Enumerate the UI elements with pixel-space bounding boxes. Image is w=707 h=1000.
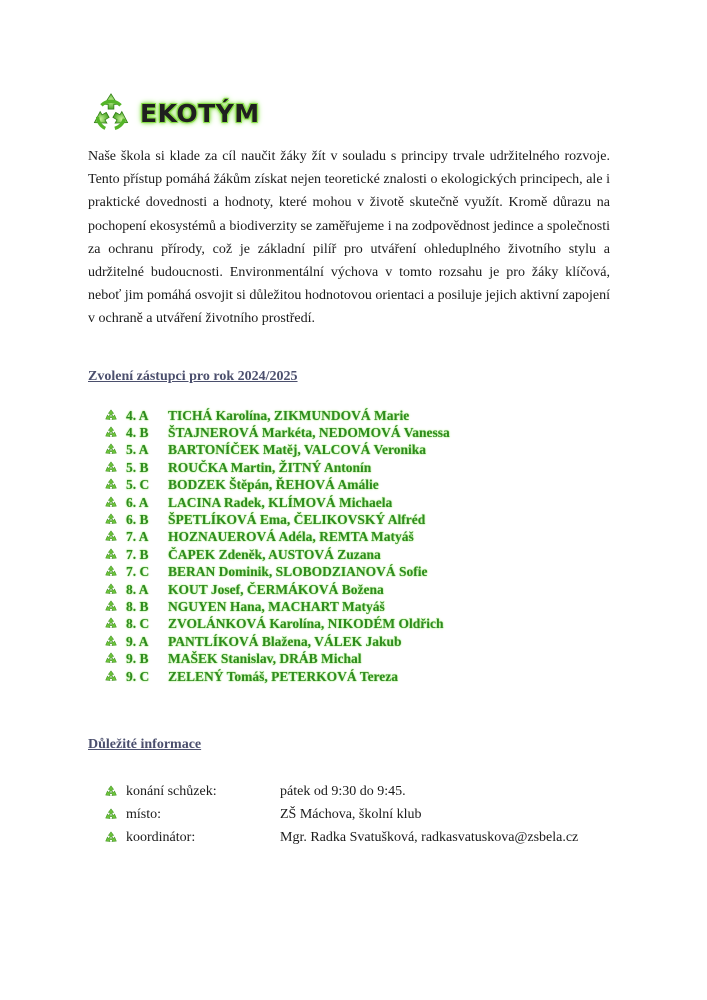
- recycle-bullet-icon: [104, 496, 118, 510]
- student-names: ŠTAJNEROVÁ Markéta, NEDOMOVÁ Vanessa: [168, 425, 450, 441]
- representative-item: [104, 511, 450, 528]
- intro-paragraph: Naše škola si klade za cíl naučit žáky žít v souladu s principy trvale udržitelného rozvoje. Tento přístup pomáhá žákům získat nejen teoretické znalosti o ekologických principech, ale i praktické dovednosti a hodnoty, které mohou v životě skutečně využít. Kromě důrazu na pochopení ekosystémů a biodiverzity se zaměřujeme i na zodpovědnost jedince a společnosti za ochranu přírody, což je základní pilíř pro utváření ohleduplného životního stylu a udržitelné budoucnosti. Environmentální výchova v tomto rozsahu je pro žáky klíčová, neboť jim pomáhá osvojit si důležitou hodnotovou orientaci a posiluje jejich aktivní zapojení v ochraně a utváření životního prostředí.: [88, 149, 610, 327]
- info-list: [104, 780, 578, 849]
- student-names: KOUT Josef, ČERMÁKOVÁ Božena: [168, 581, 384, 597]
- recycle-bullet-icon: [104, 565, 118, 579]
- info-value: pátek od 9:30 do 9:45.: [280, 783, 406, 799]
- logo-text: EKOTÝM: [140, 98, 260, 128]
- class-label: 7. A: [126, 529, 149, 545]
- class-label: 5. A: [126, 442, 149, 458]
- representatives-list: [104, 407, 450, 685]
- info-item: [104, 803, 578, 826]
- info-item: [104, 826, 578, 849]
- info-value: ZŠ Máchova, školní klub: [280, 806, 422, 822]
- class-label: 6. A: [126, 494, 149, 510]
- student-names: PANTLÍKOVÁ Blažena, VÁLEK Jakub: [168, 633, 402, 649]
- student-names: HOZNAUEROVÁ Adéla, REMTA Matyáš: [168, 529, 414, 545]
- class-label: 8. A: [126, 581, 149, 597]
- student-names: MAŠEK Stanislav, DRÁB Michal: [168, 651, 362, 667]
- recycle-bullet-icon: [104, 635, 118, 649]
- recycle-bullet-icon: [104, 808, 118, 822]
- recycle-bullet-icon: [104, 478, 118, 492]
- representative-item: [104, 616, 450, 633]
- class-label: 5. B: [126, 459, 149, 475]
- recycle-bullet-icon: [104, 461, 118, 475]
- student-names: ŠPETLÍKOVÁ Ema, ČELIKOVSKÝ Alfréd: [168, 512, 426, 528]
- class-label: 6. B: [126, 512, 149, 528]
- recycle-bullet-icon: [104, 548, 118, 562]
- class-label: 9. B: [126, 651, 149, 667]
- representative-item: [104, 424, 450, 441]
- recycle-bullet-icon: [104, 617, 118, 631]
- recycle-bullet-icon: [104, 670, 118, 684]
- recycle-bullet-icon: [104, 409, 118, 423]
- representative-item: [104, 407, 450, 424]
- student-names: ZELENÝ Tomáš, PETERKOVÁ Tereza: [168, 668, 399, 684]
- recycle-bullet-icon: [104, 652, 118, 666]
- class-label: 8. B: [126, 598, 149, 614]
- class-label: 7. C: [126, 564, 150, 580]
- representative-item: [104, 529, 450, 546]
- representative-item: [104, 459, 450, 476]
- student-names: BARTONÍČEK Matěj, VALCOVÁ Veronika: [168, 442, 427, 458]
- representatives-title: Zvolení zástupci pro rok 2024/2025: [88, 369, 298, 384]
- representative-item: [104, 668, 450, 685]
- representative-item: [104, 564, 450, 581]
- recycle-bullet-icon: [104, 831, 118, 845]
- class-label: 5. C: [126, 477, 150, 493]
- info-key: konání schůzek:: [126, 783, 217, 799]
- class-label: 4. A: [126, 407, 149, 423]
- ekotym-logo: [88, 90, 260, 136]
- recycle-bullet-icon: [104, 583, 118, 597]
- student-names: ROUČKA Martin, ŽITNÝ Antonín: [168, 459, 372, 475]
- representative-item: [104, 633, 450, 650]
- info-value: Mgr. Radka Svatušková, radkasvatuskova@zsbela.cz: [280, 829, 579, 845]
- student-names: BERAN Dominik, SLOBODZIANOVÁ Sofie: [168, 564, 428, 580]
- info-item: [104, 780, 578, 803]
- student-names: LACINA Radek, KLÍMOVÁ Michaela: [168, 494, 393, 510]
- info-key: koordinátor:: [126, 829, 196, 845]
- representative-item: [104, 598, 450, 615]
- recycle-bullet-icon: [104, 443, 118, 457]
- info-key: místo:: [126, 806, 162, 822]
- representative-item: [104, 546, 450, 563]
- student-names: TICHÁ Karolína, ZIKMUNDOVÁ Marie: [168, 407, 410, 423]
- recycle-bullet-icon: [104, 426, 118, 440]
- recycle-bullet-icon: [104, 513, 118, 527]
- representative-item: [104, 650, 450, 667]
- info-title: Důležité informace: [88, 737, 202, 752]
- recycle-bullet-icon: [104, 785, 118, 799]
- class-label: 7. B: [126, 546, 149, 562]
- student-names: BODZEK Štěpán, ŘEHOVÁ Amálie: [168, 477, 379, 493]
- representative-item: [104, 477, 450, 494]
- student-names: ČAPEK Zdeněk, AUSTOVÁ Zuzana: [168, 546, 381, 562]
- class-label: 9. C: [126, 668, 150, 684]
- recycle-icon: [88, 90, 134, 136]
- recycle-bullet-icon: [104, 600, 118, 614]
- class-label: 8. C: [126, 616, 150, 632]
- representative-item: [104, 581, 450, 598]
- student-names: NGUYEN Hana, MACHART Matyáš: [168, 598, 385, 614]
- student-names: ZVOLÁNKOVÁ Karolína, NIKODÉM Oldřich: [168, 616, 444, 632]
- representative-item: [104, 494, 450, 511]
- class-label: 4. B: [126, 425, 149, 441]
- class-label: 9. A: [126, 633, 149, 649]
- representative-item: [104, 442, 450, 459]
- recycle-bullet-icon: [104, 530, 118, 544]
